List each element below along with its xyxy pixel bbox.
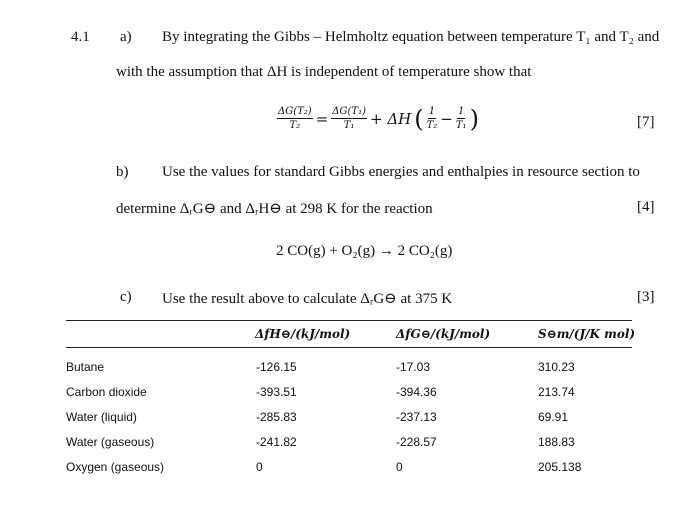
- table-cell: 205.138: [538, 460, 582, 474]
- part-b-label: b): [116, 164, 129, 180]
- part-a-marks: [7]: [637, 114, 655, 130]
- lhs-fraction: [277, 106, 313, 131]
- inner-fraction-1: [427, 106, 438, 131]
- part-a-label: a): [120, 29, 132, 45]
- lhs-denominator: T₂: [289, 120, 301, 131]
- header-entropy: S⊖m/(J/K mol): [538, 327, 636, 341]
- table-cell: 213.74: [538, 385, 575, 399]
- table-cell: 310.23: [538, 360, 575, 374]
- table-cell: -17.03: [396, 360, 431, 374]
- header-enthalpy: ΔfH⊖/(kJ/mol): [255, 327, 351, 341]
- inner-denominator-2: T₁: [455, 120, 467, 131]
- table-row-label: Butane: [66, 360, 105, 374]
- table-cell: -228.57: [396, 435, 437, 449]
- inner-fraction-2: [456, 106, 467, 131]
- inner-denominator-1: T₂: [426, 120, 438, 131]
- table-cell: 0: [396, 460, 403, 474]
- table-cell: -241.82: [256, 435, 297, 449]
- table-row-label: Oxygen (gaseous): [66, 460, 165, 474]
- header-gibbs: ΔfG⊖/(kJ/mol): [396, 327, 491, 341]
- inner-numerator-2: 1: [458, 106, 465, 117]
- table-cell: -393.51: [256, 385, 297, 399]
- lhs-numerator: ΔG(T₂): [278, 106, 312, 117]
- gibbs-helmholtz-equation: [277, 106, 479, 131]
- table-cell: 69.91: [538, 410, 569, 424]
- table-cell: 0: [256, 460, 263, 474]
- table-cell: -394.36: [396, 385, 437, 399]
- table-row-label: Carbon dioxide: [66, 385, 147, 399]
- rhs-numerator: ΔG(T₁): [332, 106, 366, 117]
- right-paren: ): [469, 104, 479, 133]
- part-b-marks: [4]: [637, 199, 655, 215]
- part-b-line2: determine ΔᵣG⊖ and ΔᵣH⊖ at 298 K for the reaction: [116, 201, 433, 217]
- reaction-equation: 2 CO(g) + O₂(g) → 2 CO₂(g): [276, 243, 453, 259]
- minus-sign: −: [440, 109, 453, 128]
- table-header-rule: [66, 347, 632, 348]
- part-c-marks: [3]: [637, 289, 655, 305]
- table-top-rule: [66, 320, 632, 321]
- rhs-denominator: T₁: [343, 120, 355, 131]
- part-c-text: Use the result above to calculate ΔᵣG⊖ at 375 K: [162, 291, 453, 307]
- equals-sign: =: [315, 109, 329, 128]
- part-a-line1: By integrating the Gibbs – Helmholtz equation between temperature T₁ and T₂ and: [162, 29, 660, 45]
- part-b-line1: Use the values for standard Gibbs energies and enthalpies in resource section to: [162, 164, 640, 180]
- part-a-line2: with the assumption that ΔH is independent of temperature show that: [116, 64, 532, 80]
- table-row-label: Water (gaseous): [66, 435, 155, 449]
- inner-numerator-1: 1: [428, 106, 436, 117]
- table-cell: 188.83: [538, 435, 575, 449]
- table-cell: -285.83: [256, 410, 297, 424]
- question-number: 4.1: [71, 29, 90, 45]
- plus-delta-h: + ΔH: [369, 109, 412, 128]
- left-paren: (: [414, 104, 424, 133]
- table-cell: -237.13: [396, 410, 437, 424]
- table-cell: -126.15: [256, 360, 297, 374]
- part-c-label: c): [120, 289, 132, 305]
- table-row-label: Water (liquid): [66, 410, 137, 424]
- rhs-fraction: [331, 106, 367, 131]
